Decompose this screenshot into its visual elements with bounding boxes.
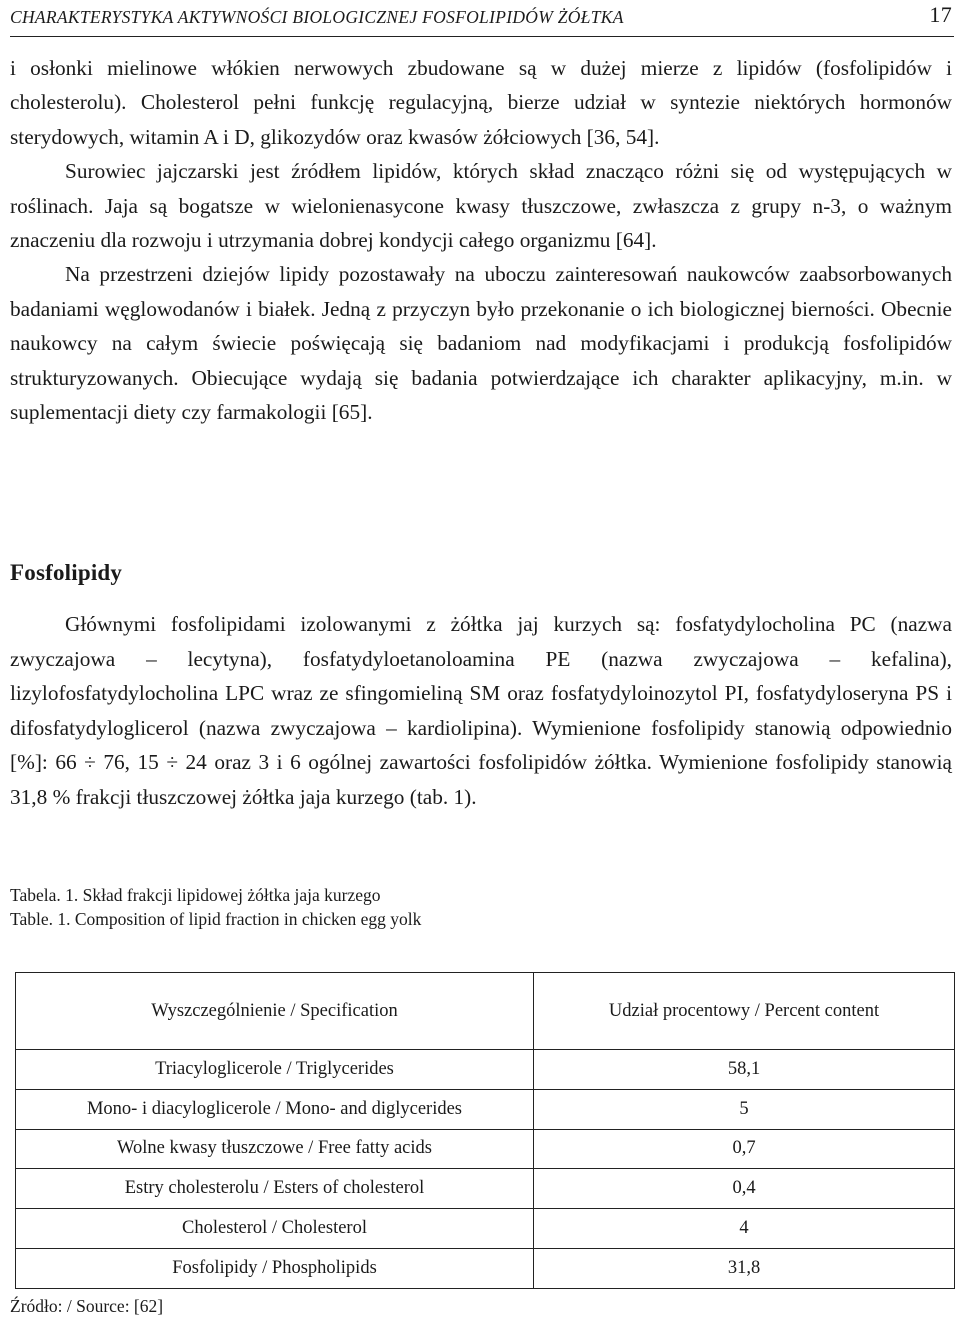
cell-specification: Cholesterol / Cholesterol (16, 1209, 534, 1249)
cell-percent: 58,1 (534, 1050, 955, 1090)
page-header (10, 2, 954, 37)
paragraph: Głównymi fosfolipidami izolowanymi z żółtka jaj kurzych są: fosfatydylocholina PC (nazwa zwyczajowa – lecytyna), fosfatydyloetanoloamina PE (nazwa zwyczajowa – kefalina), lizylofosfatydylocholina LPC wraz ze sfingomieliną SM oraz fosfatydyloinozytol PI, fosfatydyloseryna PS i difosfatydyloglicerol (nazwa zwyczajowa – kardiolipina). Wymienione fosfolipidy stanowią odpowiednio [%]: 66 ÷ 76, 15 ÷ 24 oraz 3 i 6 ogólnej zawartości fosfolipidów żółtka. Wymienione fosfolipidy stanowią 31,8 % frakcji tłuszczowej żółtka jaja kurzego (tab. 1). (10, 612, 952, 809)
table-header-row (16, 973, 955, 1050)
table-row (16, 1169, 955, 1209)
lipid-composition-table (15, 972, 955, 1289)
running-title: CHARAKTERYSTYKA AKTYWNOŚCI BIOLOGICZNEJ FOSFOLIPIDÓW ŻÓŁTKA (10, 7, 624, 27)
cell-percent: 0,7 (534, 1129, 955, 1169)
paragraph: Na przestrzeni dziejów lipidy pozostawały na uboczu zainteresowań naukowców zaabsorbowanych badaniami węglowodanów i białek. Jedną z przyczyn było przekonanie o ich biologicznej bierności. Obecnie naukowcy na całym świecie poświęcają się badaniom nad modyfikacjami i produkcją fosfolipidów strukturyzowanych. Obiecujące wydają się badania potwierdzające ich charakter aplikacyjny, m.in. w suplementacji diety czy farmakologii [65]. (10, 262, 952, 425)
table-row (16, 1050, 955, 1090)
cell-percent: 0,4 (534, 1169, 955, 1209)
table-row (16, 1129, 955, 1169)
table-row (16, 1248, 955, 1288)
section-heading: Fosfolipidy (10, 560, 123, 585)
intro-text (10, 51, 952, 429)
column-header-specification: Wyszczególnienie / Specification (16, 973, 534, 1050)
table-caption-pl: Tabela. 1. Skład frakcji lipidowej żółtka jaja kurzego (10, 885, 381, 905)
table-row (16, 1089, 955, 1129)
page-number: 17 (929, 2, 952, 27)
column-header-percent: Udział procentowy / Percent content (534, 973, 955, 1050)
cell-percent: 31,8 (534, 1248, 955, 1288)
table-caption-en: Table. 1. Composition of lipid fraction in chicken egg yolk (10, 909, 422, 929)
table-source: Źródło: / Source: [62] (10, 1296, 164, 1316)
paragraph: i osłonki mielinowe włókien nerwowych zbudowane są w dużej mierze z lipidów (fosfolipidów i cholesterolu). Cholesterol pełni funkcję regulacyjną, bierze udział w syntezie niektórych hormonów sterydowych, witamin A i D, glikozydów oraz kwasów żółciowych [36, 54]. (10, 56, 952, 149)
cell-percent: 5 (534, 1089, 955, 1129)
cell-specification: Mono- i diacyloglicerole / Mono- and diglycerides (16, 1089, 534, 1129)
cell-specification: Estry cholesterolu / Esters of cholesterol (16, 1169, 534, 1209)
cell-specification: Wolne kwasy tłuszczowe / Free fatty acids (16, 1129, 534, 1169)
cell-percent: 4 (534, 1209, 955, 1249)
section-text (10, 607, 952, 815)
paragraph: Surowiec jajczarski jest źródłem lipidów, których skład znacząco różni się od występujących w roślinach. Jaja są bogatsze w wielonienasycone kwasy tłuszczowe, zwłaszcza z grupy n-3, o ważnym znaczeniu dla rozwoju i utrzymania dobrej kondycji całego organizmu [64]. (10, 159, 952, 253)
table-row (16, 1209, 955, 1249)
cell-specification: Triacyloglicerole / Triglycerides (16, 1050, 534, 1090)
cell-specification: Fosfolipidy / Phospholipids (16, 1248, 534, 1288)
